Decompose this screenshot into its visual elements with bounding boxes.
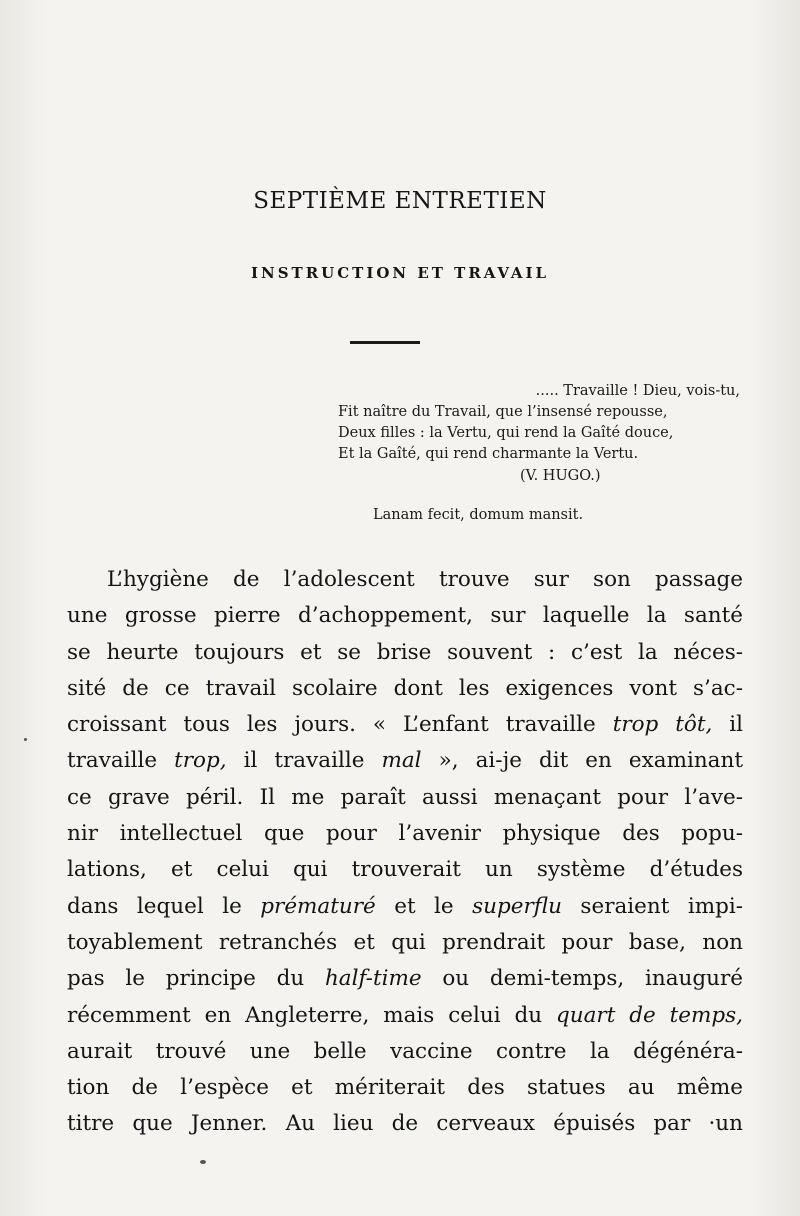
italic-text: trop,	[174, 748, 227, 774]
text-line: sité de ce travail scolaire dont les exigences vont s’ac-	[67, 675, 743, 701]
text-line: toyablement retranchés et qui prendrait pour base, non	[67, 929, 743, 955]
text-line: nir intellectuel que pour l’avenir physique des popu-	[67, 821, 743, 847]
text-run: travaille	[67, 748, 175, 774]
text-line: aurait trouvé une belle vaccine contre la dégénéra-	[67, 1038, 743, 1064]
text-run: récemment en Angleterre, mais celui du	[67, 1002, 556, 1028]
text-line	[67, 998, 743, 1034]
epigraph	[338, 381, 758, 465]
text-line: une grosse pierre d’achoppement, sur laquelle la santé	[67, 603, 743, 629]
italic-text: quart de temps,	[555, 1002, 743, 1028]
italic-text: superflu	[472, 893, 562, 919]
ink-speck	[200, 1160, 206, 1164]
title-rule	[350, 341, 420, 344]
text-run: il	[712, 712, 743, 738]
epigraph-line: Deux filles : la Vertu, qui rend la Gaîté douce,	[338, 425, 674, 441]
epigraph-latin-quote: Lanam fecit, domum mansit.	[373, 507, 584, 523]
italic-text: mal	[381, 748, 422, 774]
italic-text: half-time	[324, 966, 422, 992]
italic-text: prématuré	[260, 893, 376, 919]
text-run: ou demi-temps, inauguré	[421, 966, 743, 992]
section-title: INSTRUCTION ET TRAVAIL	[250, 264, 550, 282]
text-run: pas le principe du	[67, 966, 325, 992]
epigraph-line: Et la Gaîté, qui rend charmante la Vertu.	[338, 446, 639, 462]
text-line	[67, 707, 743, 743]
text-run: dans lequel le	[67, 893, 261, 919]
text-line	[67, 889, 743, 925]
text-run: il travaille	[226, 748, 382, 774]
text-run: », ai-je dit en examinant	[421, 748, 743, 774]
italic-text: trop tôt,	[612, 712, 713, 738]
text-run: seraient impi-	[561, 893, 744, 919]
text-line	[67, 961, 743, 997]
text-line: ce grave péril. Il me paraît aussi menaçant pour l’ave-	[67, 784, 743, 810]
text-line: se heurte toujours et se brise souvent : c’est la néces-	[67, 639, 743, 665]
text-line: L’hygiène de l’adolescent trouve sur son passage	[107, 567, 743, 592]
chapter-title: SEPTIÈME ENTRETIEN	[253, 188, 547, 214]
text-line: titre que Jenner. Au lieu de cerveaux épuisés par ·un	[67, 1111, 743, 1137]
epigraph-source: (V. HUGO.)	[520, 468, 601, 484]
text-run: croissant tous les jours. « L’enfant travaille	[67, 712, 613, 738]
epigraph-line: ..... Travaille ! Dieu, vois-tu,	[535, 383, 740, 399]
body-paragraph	[67, 562, 743, 1143]
text-line	[67, 743, 743, 779]
ink-speck	[24, 738, 27, 741]
bleed-through-text	[230, 60, 750, 78]
epigraph-line: Fit naître du Travail, que l’insensé repousse,	[338, 404, 668, 420]
text-line: tion de l’espèce et mériterait des statues au même	[67, 1075, 743, 1101]
text-line: lations, et celui qui trouverait un système d’études	[67, 857, 743, 883]
text-run: et le	[375, 893, 473, 919]
